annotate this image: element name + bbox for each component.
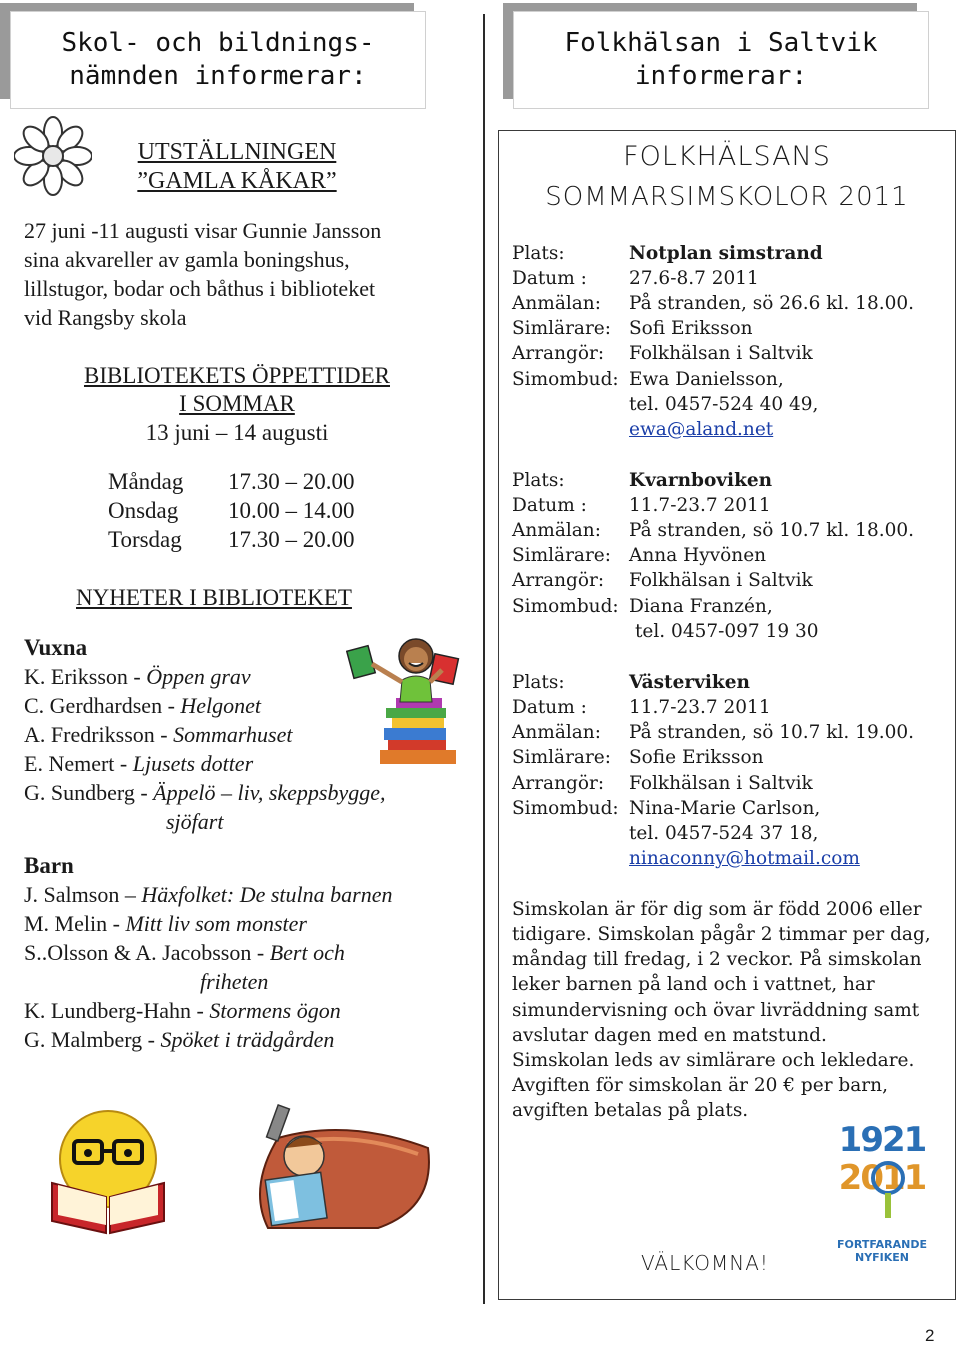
exhibition-title-1: UTSTÄLLNINGEN xyxy=(137,139,337,165)
swim-row: Simombud: Diana Franzén, xyxy=(512,596,773,617)
swim-row: tel. 0457-524 37 18, xyxy=(629,823,819,844)
welcome-text: VÄLKOMNA! xyxy=(641,1251,769,1275)
page-number: 2 xyxy=(925,1326,935,1345)
swim-row: Arrangör: Folkhälsan i Saltvik xyxy=(512,773,813,794)
book-item: J. Salmson – Häxfolket: De stulna barnen xyxy=(24,882,393,907)
swim-row: Anmälan: På stranden, sö 10.7 kl. 18.00. xyxy=(512,520,915,541)
hours-day: Måndag xyxy=(108,469,184,494)
adults-heading: Vuxna xyxy=(24,635,88,660)
logo-years-top: 1921 xyxy=(838,1120,926,1160)
smiley-reading-illustration xyxy=(38,1105,178,1235)
book-item: G. Malmberg - Spöket i trädgården xyxy=(24,1027,335,1052)
swim-title-2: SOMMARSIMSKOLOR 2011 xyxy=(545,182,909,212)
swim-row xyxy=(512,417,952,442)
column-divider xyxy=(483,14,485,1304)
swim-row: Arrangör: Folkhälsan i Saltvik xyxy=(512,343,813,364)
swim-description-line: Simskolan leds av simlärare och lekledare. xyxy=(512,1050,915,1071)
swim-row: Anmälan: På stranden, sö 10.7 kl. 19.00. xyxy=(512,722,915,743)
swim-row: Datum : 11.7-23.7 2011 xyxy=(512,495,771,516)
hours-time: 10.00 – 14.00 xyxy=(228,498,355,523)
swim-description-line: Avgiften för simskolan är 20 € per barn, xyxy=(512,1075,888,1096)
hours-day: Onsdag xyxy=(108,498,179,523)
right-header-line1: Folkhälsan i Saltvik xyxy=(564,28,878,58)
email-link[interactable]: ninaconny@hotmail.com xyxy=(629,848,860,869)
swim-row: Arrangör: Folkhälsan i Saltvik xyxy=(512,570,813,591)
book-item: E. Nemert - Ljusets dotter xyxy=(24,751,254,776)
swim-row: tel. 0457-097 19 30 xyxy=(635,621,819,642)
book-item: K. Lundberg-Hahn - Stormens ögon xyxy=(24,998,341,1023)
hours-title-1: BIBLIOTEKETS ÖPPETTIDER xyxy=(83,363,390,388)
swim-row: tel. 0457-524 40 49, xyxy=(629,394,819,415)
exhibition-line: 27 juni -11 augusti visar Gunnie Jansson xyxy=(24,218,382,243)
book-item: C. Gerdhardsen - Helgonet xyxy=(24,693,262,718)
swim-description-line: tidigare. Simskolan pågår 2 timmar per dag, xyxy=(512,924,931,945)
book-item-cont: sjöfart xyxy=(166,809,224,834)
left-header-line2: nämnden informerar: xyxy=(69,61,367,91)
hours-period: 13 juni – 14 augusti xyxy=(145,420,329,445)
swim-description-line: leker barnen på land och i vattnet, har xyxy=(512,974,875,995)
book-item: A. Fredriksson - Sommarhuset xyxy=(24,722,293,747)
logo-text-2: NYFIKEN xyxy=(854,1251,910,1264)
swim-row: Simlärare: Anna Hyvönen xyxy=(512,545,767,566)
reader-books-illustration xyxy=(346,628,466,768)
book-item: M. Melin - Mitt liv som monster xyxy=(24,911,307,936)
swim-row: Anmälan: På stranden, sö 26.6 kl. 18.00. xyxy=(512,293,915,314)
swim-row: Plats: Notplan simstrand xyxy=(512,243,823,264)
swim-row xyxy=(512,846,952,871)
news-title: NYHETER I BIBLIOTEKET xyxy=(76,585,352,610)
swim-description-line: avgiften betalas på plats. xyxy=(512,1100,749,1121)
book-item: K. Eriksson - Öppen grav xyxy=(24,664,251,689)
swim-title-1: FOLKHÄLSANS xyxy=(623,141,831,172)
exhibition-title-2: ”GAMLA KÅKAR” xyxy=(137,168,337,194)
book-item-cont: friheten xyxy=(200,969,269,994)
children-heading: Barn xyxy=(24,853,74,878)
swim-row: Simombud: Ewa Danielsson, xyxy=(512,369,784,390)
logo-years-bottom: 2011 xyxy=(838,1158,926,1198)
swim-description-line: simundervisning och övar livräddning samt xyxy=(512,1000,920,1021)
book-item: S..Olsson & A. Jacobsson - Bert och xyxy=(24,940,345,965)
hours-title-2: I SOMMAR xyxy=(179,391,295,416)
swim-description-line: avslutar dagen med en matstund. xyxy=(512,1025,827,1046)
swim-row: Simlärare: Sofi Eriksson xyxy=(512,318,753,339)
exhibition-line: sina akvareller av gamla boningshus, xyxy=(24,247,350,272)
swim-row: Datum : 11.7-23.7 2011 xyxy=(512,697,771,718)
magnifier-icon xyxy=(868,1158,908,1220)
book-item: G. Sundberg - Äppelö – liv, skeppsbygge, xyxy=(24,780,386,805)
logo-text-1: FORTFARANDE xyxy=(837,1238,927,1251)
child-sleeping-bag-illustration xyxy=(228,1098,440,1248)
swim-row: Simombud: Nina-Marie Carlson, xyxy=(512,798,821,819)
left-header-line1: Skol- och bildnings- xyxy=(61,28,375,58)
right-header-line2: informerar: xyxy=(634,61,808,91)
left-header xyxy=(10,11,426,109)
anniversary-logo xyxy=(826,1118,938,1278)
email-link[interactable]: ewa@aland.net xyxy=(629,419,774,440)
hours-time: 17.30 – 20.00 xyxy=(228,469,355,494)
swim-description-line: måndag till fredag, i 2 veckor. På simskolan xyxy=(512,949,922,970)
right-header xyxy=(513,11,929,109)
swim-row: Datum : 27.6-8.7 2011 xyxy=(512,268,759,289)
exhibition-line: vid Rangsby skola xyxy=(24,305,187,330)
hours-day: Torsdag xyxy=(108,527,182,552)
swim-row: Simlärare: Sofie Eriksson xyxy=(512,747,764,768)
exhibition-line: lillstugor, bodar och båthus i biblioteket xyxy=(24,276,376,301)
swim-row: Plats: Västerviken xyxy=(512,672,750,693)
swim-description-line: Simskolan är för dig som är född 2006 eller xyxy=(512,899,922,920)
swim-row: Plats: Kvarnboviken xyxy=(512,470,773,491)
hours-time: 17.30 – 20.00 xyxy=(228,527,355,552)
